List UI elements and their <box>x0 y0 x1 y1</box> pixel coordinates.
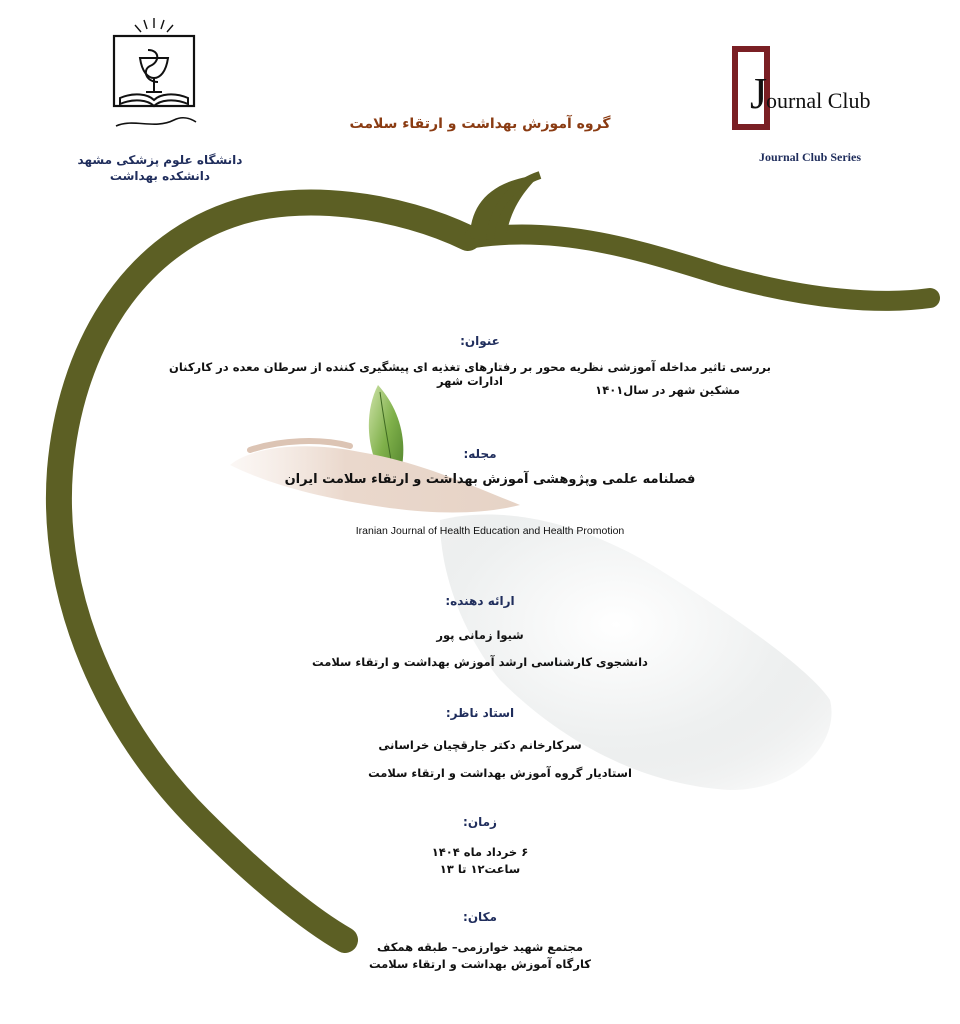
svg-text:ournal Club: ournal Club <box>766 88 870 113</box>
place-line1: مجتمع شهید خوارزمی– طبقه همکف <box>377 940 583 954</box>
title-label: عنوان: <box>460 334 500 348</box>
presenter-label: ارائه دهنده: <box>445 594 515 608</box>
time-label: زمان: <box>463 815 497 829</box>
university-name <box>60 152 260 184</box>
department-title: گروه آموزش بهداشت و ارتقاء سلامت <box>349 116 611 132</box>
apple-outline <box>59 203 468 940</box>
time-date: ۶ خرداد ماه ۱۴۰۴ <box>431 845 529 859</box>
journal-name-fa: فصلنامه علمی وپژوهشی آموزش بهداشت و ارتقاء سلامت ایران <box>284 472 696 487</box>
article-title-line1: بررسی تاثیر مداخله آموزشی نظریه محور بر رفتارهای تغذیه ای پیشگیری کننده از سرطان معده در کارکنان ادارات شهر <box>169 360 771 388</box>
supervisor-name: سرکارخانم دکتر جارقچیان خراسانی <box>378 738 582 752</box>
supervisor-label: استاد ناظر: <box>445 706 515 720</box>
journal-club-series: Journal Club Series <box>758 150 861 164</box>
supervisor-role: استادیار گروه آموزش بهداشت و ارتقاء سلامت <box>368 766 632 780</box>
journal-label: مجله: <box>463 447 497 461</box>
place-label: مکان: <box>463 910 497 924</box>
place-line2: کارگاه آموزش بهداشت و ارتقاء سلامت <box>368 957 591 971</box>
university-name-line: دانشگاه علوم پزشکی مشهد <box>77 153 243 167</box>
article-title-line2: مشکین شهر در سال۱۴۰۱ <box>595 383 740 397</box>
svg-text:J: J <box>750 69 768 118</box>
journal-club-logo <box>730 44 870 134</box>
apple-outline-upper <box>474 234 930 300</box>
university-logo <box>104 14 204 134</box>
journal-name-en: Iranian Journal of Health Education and Health Promotion <box>355 525 625 537</box>
presenter-name: شیوا زمانی پور <box>436 628 524 642</box>
presenter-role: دانشجوی کارشناسی ارشد آموزش بهداشت و ارتقاء سلامت <box>312 655 648 669</box>
faculty-name-line: دانشکده بهداشت <box>109 169 211 183</box>
time-hours: ساعت۱۲ تا ۱۳ <box>439 862 521 876</box>
